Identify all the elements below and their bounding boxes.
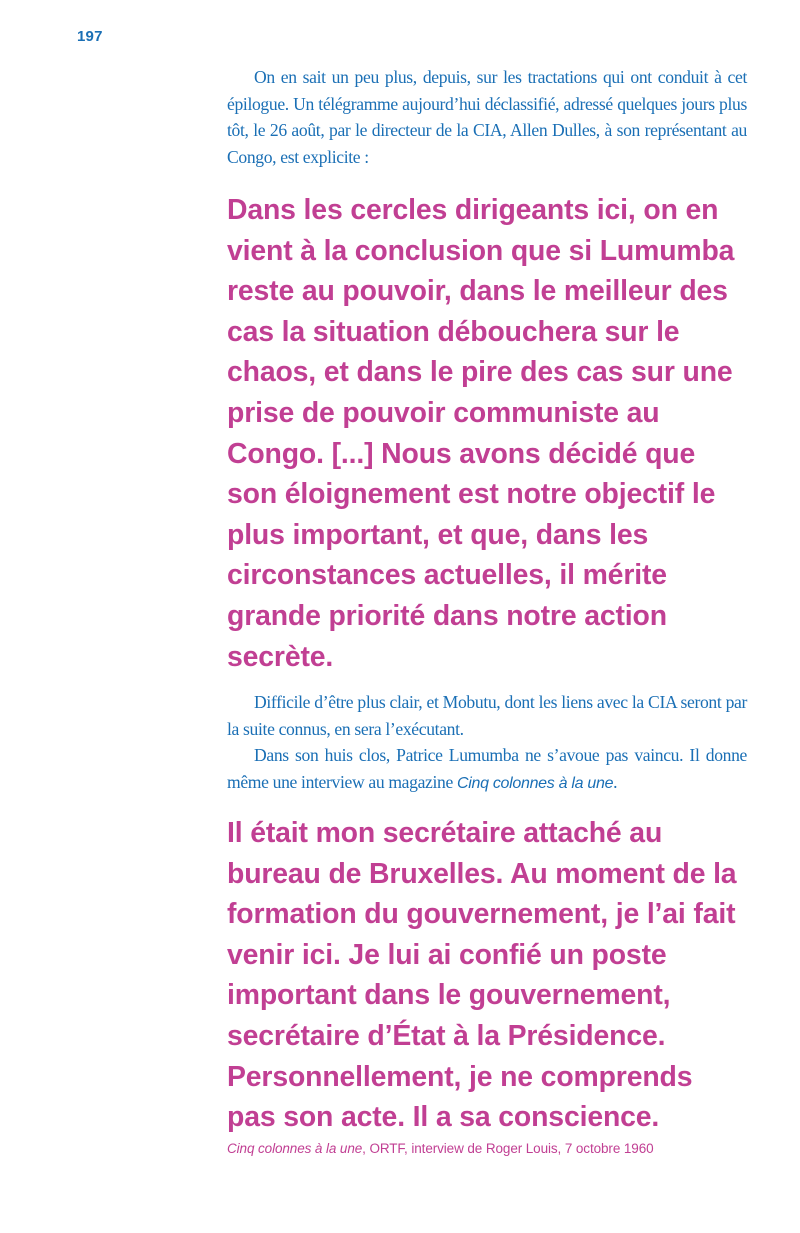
quote-caption [227,1140,747,1158]
caption-details: , ORTF, interview de Roger Louis, 7 octobre 1960 [362,1141,654,1156]
caption-source-title: Cinq colonnes à la une [227,1141,363,1156]
mobutu-paragraph: Difficile d’être plus clair, et Mobutu, dont les liens avec la CIA seront par la suite connus, en sera l’exécutant. [227,692,747,739]
intro-paragraph: On en sait un peu plus, depuis, sur les tractations qui ont conduit à cet épilogue. Un télégramme aujourd’hui déclassifié, adressé quelques jours plus tôt, le 26 août, par le directeur de la CIA, Allen Dulles, à son représentant au Congo, est explicite : [227,67,747,168]
middle-paragraphs-block [227,689,747,798]
telegram-quote-block [227,190,747,677]
interview-paragraph-end: . [613,772,618,793]
page-number: 197 [77,28,103,45]
interview-paragraph [227,742,747,797]
magazine-title: Cinq colonnes à la une [456,775,614,793]
telegram-quote: Dans les cercles dirigeants ici, on en vient à la conclusion que si Lumumba reste au pouvoir, dans le meilleur des cas la situation débouchera sur le chaos, et dans le pire des cas sur une prise de pouvoir communiste au Congo. [...] Nous avons décidé que son éloignement est notre objectif le plus important, et que, dans les circonstances actuelles, il mérite grande priorité dans notre action secrète. [227,194,735,673]
intro-paragraph-block [227,64,747,171]
interview-paragraph-text: Dans son huis clos, Patrice Lumumba ne s’avoue pas vaincu. Il donne même une interview au magazine [227,745,747,793]
quote-caption-block [227,1140,747,1158]
interview-quote: Il était mon secrétaire attaché au bureau de Bruxelles. Au moment de la formation du gouvernement, je l’ai fait venir ici. Je lui ai confié un poste important dans le gouvernement, secrétaire d’État à la Présidence. Personnellement, je ne comprends pas son acte. Il a sa conscience. [227,817,737,1134]
interview-quote-block [227,813,747,1138]
